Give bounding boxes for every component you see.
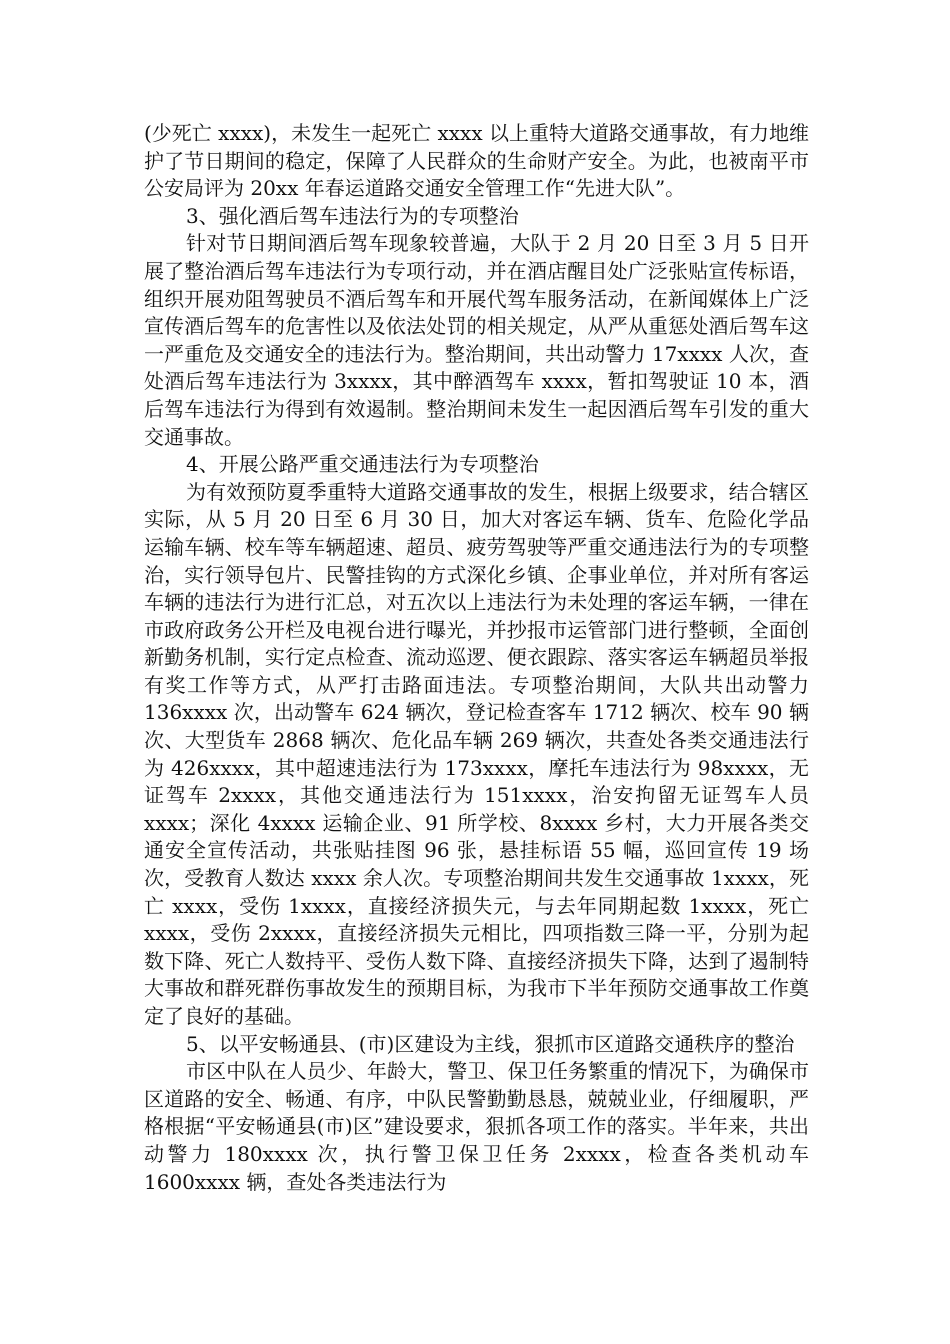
- paragraph-highway-violations: 为有效预防夏季重特大道路交通事故的发生，根据上级要求，结合辖区实际，从 5 月 20 日至 6 月 30 日，加大对客运车辆、货车、危险化学品运输车辆、校车等车辆超速、超员、疲劳驾驶等严重交通违法行为的专项整治，实行领导包片、民警挂钩的方式深化乡镇、企事业单位，并对所有客运车辆的违法行为进行汇总，对五次以上违法行为未处理的客运车辆，一律在市政府政务公开栏及电视台进行曝光，并抄报市运管部门进行整顿，全面创新勤务机制，实行定点检查、流动巡逻、便衣跟踪、落实客运车辆超员举报有奖工作等方式，从严打击路面违法。专项整治期间，大队共出动警力 136xxxx 次，出动警车 624 辆次，登记检查客车 1712 辆次、校车 90 辆次、大型货车 2868 辆次、危化品车辆 269 辆次，共查处各类交通违法行为 426xxxx，其中超速违法行为 173xxxx，摩托车违法行为 98xxxx，无证驾车 2xxxx，其他交通违法行为 151xxxx，治安拘留无证驾车人员 xxxx；深化 4xxxx 运输企业、91 所学校、8xxxx 乡村，大力开展各类交通安全宣传活动，共张贴挂图 96 张，悬挂标语 55 幅，巡回宣传 19 场次，受教育人数达 xxxx 余人次。专项整治期间共发生交通事故 1xxxx，死亡 xxxx，受伤 1xxxx，直接经济损失元，与去年同期起数 1xxxx，死亡 xxxx，受伤 2xxxx，直接经济损失元相比，四项指数三降一平，分别为起数下降、死亡人数持平、受伤人数下降、直接经济损失下降，达到了遏制特大事故和群死群伤事故发生的预期目标，为我市下半年预防交通事故工作奠定了良好的基础。: [144, 479, 809, 1028]
- section-heading-4: 4、开展公路严重交通违法行为专项整治: [186, 452, 539, 477]
- paragraph-urban-order: 市区中队在人员少、年龄大，警卫、保卫任务繁重的情况下，为确保市区道路的安全、畅通、有序，中队民警勤勤恳恳，兢兢业业，仔细履职，严格根据“平安畅通县(市)区”建设要求，狠抓各项工作的落实。半年来，共出动警力 180xxxx 次，执行警卫保卫任务 2xxxx，检查各类机动车 1600xxxx 辆，查处各类违法行为: [144, 1059, 809, 1194]
- section-heading-3: 3、强化酒后驾车违法行为的专项整治: [186, 203, 519, 228]
- section-heading-5: 5、以平安畅通县、(市)区建设为主线，狠抓市区道路交通秩序的整治: [186, 1031, 795, 1056]
- document-page: [144, 120, 809, 1196]
- paragraph-drunk-driving: 针对节日期间酒后驾车现象较普遍，大队于 2 月 20 日至 3 月 5 日开展了整治酒后驾车违法行为专项行动，并在酒店醒目处广泛张贴宣传标语，组织开展劝阻驾驶员不酒后驾车和开展代驾车服务活动，在新闻媒体上广泛宣传酒后驾车的危害性以及依法处罚的相关规定，从严从重惩处酒后驾车这一严重危及交通安全的违法行为。整治期间，共出动警力 17xxxx 人次，查处酒后驾车违法行为 3xxxx，其中醉酒驾车 xxxx，暂扣驾驶证 10 本，酒后驾车违法行为得到有效遏制。整治期间未发生一起因酒后驾车引发的重大交通事故。: [144, 231, 809, 449]
- paragraph-intro-tail: (少死亡 xxxx)，未发生一起死亡 xxxx 以上重特大道路交通事故，有力地维护了节日期间的稳定，保障了人民群众的生命财产安全。为此，也被南平市公安局评为 20xx 年春运道路交通安全管理工作“先进大队”。: [144, 121, 809, 201]
